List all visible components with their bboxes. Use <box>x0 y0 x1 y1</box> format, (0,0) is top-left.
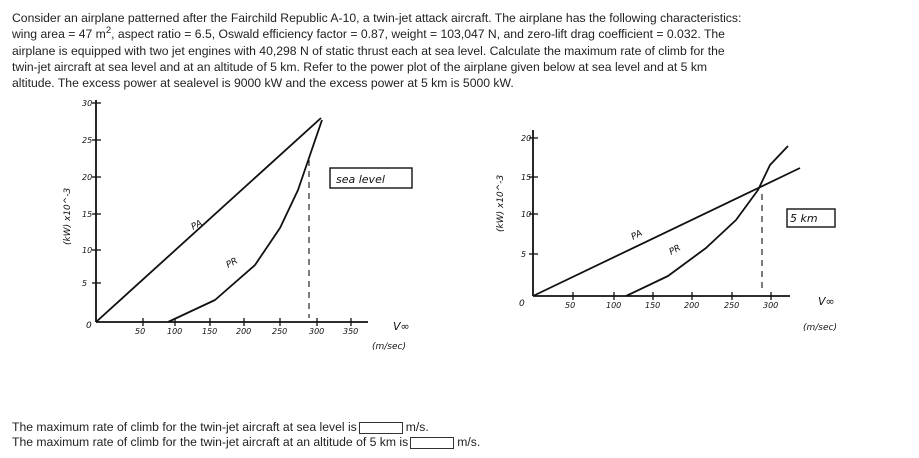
x-tick-label: 50 <box>565 301 576 310</box>
sea-level-chart <box>63 99 412 352</box>
x-tick-label: 100 <box>606 301 622 310</box>
y-tick-label: 5 <box>82 279 88 288</box>
x-axis-label-unit: (m/sec) <box>372 342 406 352</box>
y-tick-label: 10 <box>521 210 532 219</box>
x-tick-label: 350 <box>343 327 359 336</box>
problem-line-5: altitude. The excess power at sealevel is 9000 kW and the excess power at 5 km is 5000 kW. <box>12 76 514 91</box>
answer-prompt-5km: The maximum rate of climb for the twin-jet aircraft at an altitude of 5 km is <box>12 435 409 449</box>
x-tick-label: 100 <box>167 327 183 336</box>
pr-label: PR <box>224 256 240 271</box>
five-km-answer-input[interactable] <box>410 437 454 449</box>
problem-line-2b: , aspect ratio = 6.5, Oswald efficiency factor = 0.87, weight = 103,047 N, and zero-lift drag coefficient = 0.032. The <box>111 27 725 42</box>
pr-curve <box>626 146 788 296</box>
pa-line <box>96 118 321 322</box>
x-tick-label: 300 <box>763 301 779 310</box>
answer-row-5km <box>12 435 480 450</box>
x-tick-label: 250 <box>724 301 740 310</box>
y-tick-label: 15 <box>521 173 532 182</box>
x-tick-label: 50 <box>135 327 146 336</box>
answer-prompt-sea-level: The maximum rate of climb for the twin-jet aircraft at sea level is <box>12 420 357 434</box>
answer-unit-5km: m/s. <box>457 435 481 449</box>
chart-title: 5 km <box>790 212 818 225</box>
x-axis-label-unit: (m/sec) <box>803 323 837 333</box>
answer-row-sea-level <box>12 420 480 435</box>
x-tick-label: 250 <box>272 327 288 336</box>
pr-curve <box>168 120 322 322</box>
origin-label: 0 <box>86 321 92 331</box>
x-tick-label: 300 <box>309 327 325 336</box>
problem-line-4: twin-jet aircraft at sea level and at an altitude of 5 km. Refer to the power plot of the airplane given below at sea level and at 5 km <box>12 59 708 74</box>
answer-unit-sea-level: m/s. <box>405 420 429 434</box>
answer-section <box>12 420 480 450</box>
x-tick-label: 200 <box>684 301 700 310</box>
x-axis-label-symbol: V∞ <box>393 320 410 333</box>
y-tick-label: 5 <box>521 250 527 259</box>
problem-line-1: Consider an airplane patterned after the Fairchild Republic A-10, a twin-jet attack aircraft. The airplane has the following characteristics: <box>12 11 742 25</box>
y-tick-label: 15 <box>82 210 93 219</box>
chart-title: sea level <box>336 173 385 186</box>
x-tick-label: 200 <box>236 327 252 336</box>
pa-label: PA <box>189 218 205 233</box>
y-tick-label: 30 <box>82 99 93 108</box>
problem-line-3: airplane is equipped with two jet engines with 40,298 N of static thrust each at sea level. Calculate the maximum rate of climb for the <box>12 43 725 58</box>
y-tick-label: 20 <box>82 173 93 182</box>
problem-line-2a: wing area = 47 m <box>12 27 106 42</box>
pa-label: PA <box>629 228 645 243</box>
pr-label: PR <box>667 243 683 258</box>
x-tick-label: 150 <box>645 301 661 310</box>
y-tick-label: 25 <box>82 136 93 145</box>
origin-label: 0 <box>519 299 525 309</box>
y-axis-label: (kW) x10^-3 <box>496 174 506 232</box>
five-km-chart <box>496 130 837 333</box>
x-tick-label: 150 <box>202 327 218 336</box>
sea-level-answer-input[interactable] <box>359 422 403 434</box>
y-axis-label: (kW) x10^-3 <box>63 187 73 245</box>
y-tick-label: 10 <box>82 246 93 255</box>
squared-superscript: 2 <box>105 25 112 37</box>
x-axis-label-symbol: V∞ <box>818 295 835 308</box>
y-tick-label: 20 <box>521 134 532 143</box>
